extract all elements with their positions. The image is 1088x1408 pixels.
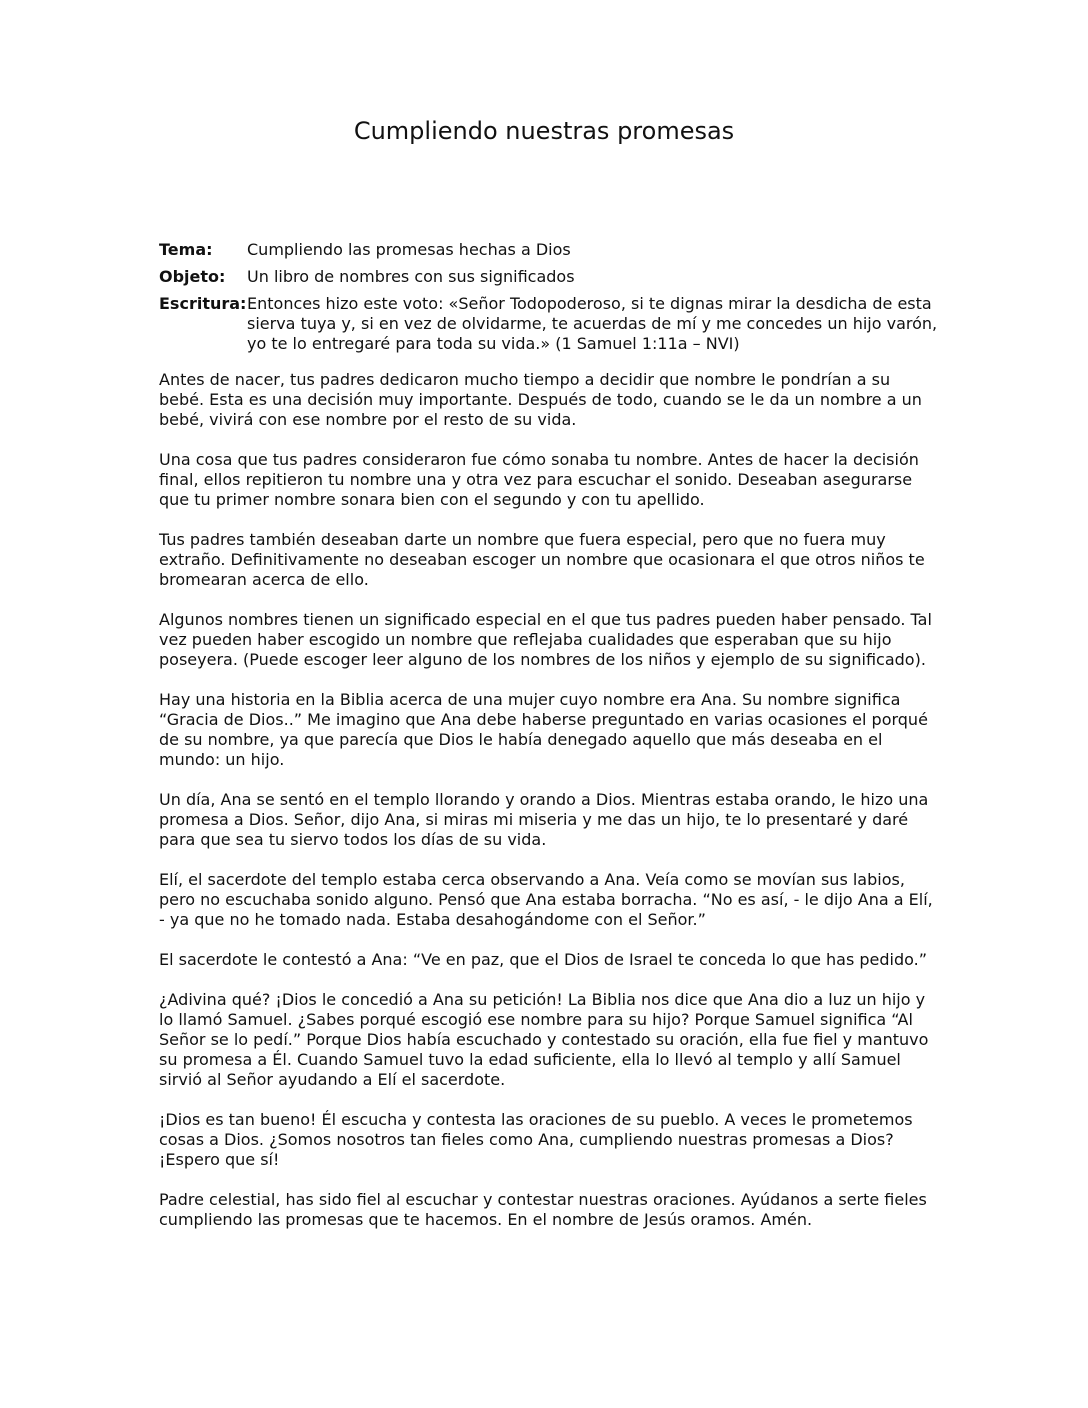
meta-row-tema — [159, 240, 939, 260]
escritura-value: Entonces hizo este voto: «Señor Todopoderoso, si te dignas mirar la desdicha de esta sierva tuya y, si en vez de olvidarme, te acuerdas de mí y me concedes un hijo varón, yo te lo entregaré para toda su vida.» (1 Samuel 1:11a – NVI) — [247, 294, 938, 353]
paragraph: ¡Dios es tan bueno! Él escucha y contesta las oraciones de su pueblo. A veces le prometemos cosas a Dios. ¿Somos nosotros tan fieles como Ana, cumpliendo nuestras promesas a Dios? ¡Espero que sí! — [159, 1110, 913, 1169]
paragraph: Algunos nombres tienen un significado especial en el que tus padres pueden haber pensado. Tal vez pueden haber escogido un nombre que reflejaba cualidades que esperaban que su hijo poseyera. (Puede escoger leer alguno de los nombres de los niños y ejemplo de su significado). — [159, 610, 932, 669]
paragraph: Hay una historia en la Biblia acerca de una mujer cuyo nombre era Ana. Su nombre significa “Gracia de Dios..” Me imagino que Ana debe haberse preguntado en varias ocasiones el porqué de su nombre, ya que parecía que Dios le había denegado aquello que más deseaba en el mundo: un hijo. — [159, 690, 928, 769]
paragraph: Tus padres también deseaban darte un nombre que fuera especial, pero que no fuera muy extraño. Definitivamente no deseaban escoger un nombre que ocasionara el que otros niños te bromearan acerca de ello. — [159, 530, 925, 589]
paragraph: ¿Adivina qué? ¡Dios le concedió a Ana su petición! La Biblia nos dice que Ana dio a luz un hijo y lo llamó Samuel. ¿Sabes porqué escogió ese nombre para su hijo? Porque Samuel significa “Al Señor se lo pedí.” Porque Dios había escuchado y contestado su oración, ella fue fiel y mantuvo su promesa a Él. Cuando Samuel tuvo la edad suficiente, ella lo llevó al templo y allí Samuel sirvió al Señor ayudando a Elí el sacerdote. — [159, 990, 929, 1089]
paragraph: Elí, el sacerdote del templo estaba cerca observando a Ana. Veía como se movían sus labios, pero no escuchaba sonido alguno. Pensó que Ana estaba borracha. “No es así, - le dijo Ana a Elí, - ya que no he tomado nada. Estaba desahogándome con el Señor.” — [159, 870, 933, 929]
tema-label: Tema: — [159, 240, 213, 259]
body-text — [159, 370, 939, 1250]
tema-value: Cumpliendo las promesas hechas a Dios — [247, 240, 571, 259]
meta-row-escritura — [159, 294, 939, 354]
paragraph: Antes de nacer, tus padres dedicaron mucho tiempo a decidir que nombre le pondrían a su bebé. Esta es una decisión muy importante. Después de todo, cuando se le da un nombre a un bebé, vivirá con ese nombre por el resto de su vida. — [159, 370, 922, 429]
paragraph: Una cosa que tus padres consideraron fue cómo sonaba tu nombre. Antes de hacer la decisión final, ellos repitieron tu nombre una y otra vez para escuchar el sonido. Deseaban asegurarse que tu primer nombre sonara bien con el segundo y con tu apellido. — [159, 450, 919, 509]
escritura-label: Escritura: — [159, 294, 247, 313]
objeto-label: Objeto: — [159, 267, 226, 286]
meta-row-objeto — [159, 267, 939, 287]
paragraph: Padre celestial, has sido fiel al escuchar y contestar nuestras oraciones. Ayúdanos a serte fieles cumpliendo las promesas que te hacemos. En el nombre de Jesús oramos. Amén. — [159, 1190, 927, 1229]
objeto-value: Un libro de nombres con sus significados — [247, 267, 575, 286]
paragraph: El sacerdote le contestó a Ana: “Ve en paz, que el Dios de Israel te conceda lo que has pedido.” — [159, 950, 927, 969]
lesson-meta — [159, 240, 939, 361]
page-title: Cumpliendo nuestras promesas — [353, 117, 735, 145]
paragraph: Un día, Ana se sentó en el templo llorando y orando a Dios. Mientras estaba orando, le hizo una promesa a Dios. Señor, dijo Ana, si miras mi miseria y me das un hijo, te lo presentaré y daré para que sea tu siervo todos los días de su vida. — [159, 790, 929, 849]
